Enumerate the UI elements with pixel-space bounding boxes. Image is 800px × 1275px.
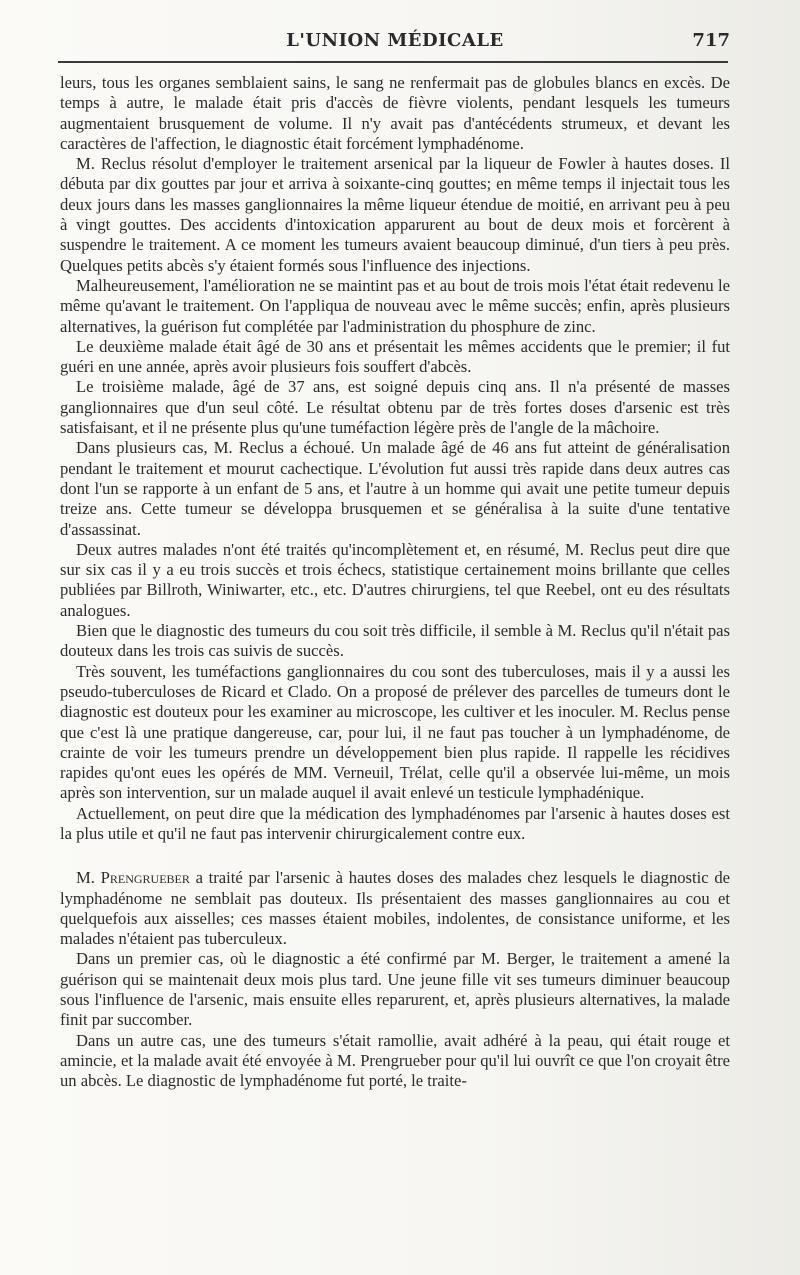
paragraph: Dans plusieurs cas, M. Reclus a échoué. Un malade âgé de 46 ans fut atteint de généralisation pendant le traitement et mourut cachectique. L'évolution fut aussi très rapide dans deux autres cas dont l'un se rapporte à un enfant de 5 ans, et l'autre à un homme qui avait une petite tumeur depuis treize ans. Cette tumeur se développa brusquemen et se généralisa à la suite d'une tentative d'assassinat. (60, 438, 730, 539)
paragraph: Dans un premier cas, où le diagnostic a été confirmé par M. Berger, le traitement a amené la guérison qui se maintenait deux mois plus tard. Une jeune fille vit ses tumeurs diminuer beaucoup sous l'influence de l'arsenic, mais ensuite elles reparurent, et, après plusieurs alternatives, la malade finit par succomber. (60, 949, 730, 1030)
paragraph: Le deuxième malade était âgé de 30 ans et présentait les mêmes accidents que le premier; il fut guéri en une année, après avoir plusieurs fois souffert d'abcès. (60, 336, 730, 377)
running-header (60, 18, 730, 58)
header-rule (58, 61, 728, 63)
paragraph-text: a traité par l'arsenic à hautes doses des malades chez lesquels le diagnostic de lymphadénome ne semblait pas douteux. Ils présentaient des masses ganglionnaires au cou et quelquefois aux aisselles; ces masses étaient mobiles, indolentes, de consistance uniforme, et les malades n'étaient pas tuberculeux. (60, 868, 730, 949)
paragraph: leurs, tous les organes semblaient sains, le sang ne renfermait pas de globules blancs en excès. De temps à autre, le malade était pris d'accès de fièvre violents, pendant lesquels les tumeurs augmentaient brusquement de volume. Il n'y avait pas d'antécédents strumeux, et devant les caractères de l'affection, le diagnostic était forcément lymphadénome. (60, 73, 730, 153)
paragraph: Deux autres malades n'ont été traités qu'incomplètement et, en résumé, M. Reclus peut dire que sur six cas il y a eu trois succès et trois échecs, statistique certainement moins brillante que celles publiées par Billroth, Winiwarter, etc., etc. D'autres chirurgiens, tel que Reebel, ont eu des résultats analogues. (60, 539, 730, 620)
page-number: 717 (692, 30, 730, 51)
paragraph: Dans un autre cas, une des tumeurs s'était ramollie, avait adhéré à la peau, qui était rouge et amincie, et la malade avait été envoyée à M. Prengrueber pour qu'il lui ouvrît ce que l'on croyait être un abcès. Le diagnostic de lymphadénome fut porté, le traite- (60, 1030, 730, 1091)
journal-title: L'UNION MÉDICALE (286, 30, 504, 51)
paragraph: Très souvent, les tuméfactions ganglionnaires du cou sont des tuberculoses, mais il y a aussi les pseudo-tuberculoses de Ricard et Clado. On a proposé de prélever des parcelles de tumeurs dont le diagnostic est douteux pour les examiner au microscope, les cultiver et les inoculer. M. Reclus pense que c'est là une pratique dangereuse, car, pour lui, il ne faut pas toucher à un lymphadénome, de crainte de voir les tumeurs prendre un développement bien plus rapide. Il rappelle les récidives rapides qu'ont eues les opérés de MM. Verneuil, Trélat, celle qu'il a observée lui-même, un mois après son intervention, sur un malade auquel il avait enlevé un testicule lymphadénique. (60, 661, 730, 803)
paragraph-prefix: M. (76, 868, 101, 888)
paragraph: Malheureusement, l'amélioration ne se maintint pas et au bout de trois mois l'état était redevenu le même qu'avant le traitement. On l'appliqua de nouveau avec le même succès; enfin, après plusieurs alternatives, la guérison fut complétée par l'administration du phosphure de zinc. (60, 275, 730, 336)
paragraph-prengrueber (60, 868, 730, 949)
paragraph: Bien que le diagnostic des tumeurs du cou soit très difficile, il semble à M. Reclus qu'il n'était pas douteux dans les trois cas suivis de succès. (60, 621, 730, 661)
article-body (60, 73, 730, 1092)
paragraph: M. Reclus résolut d'employer le traitement arsenical par la liqueur de Fowler à hautes doses. Il débuta par dix gouttes par jour et arriva à soixante-cinq gouttes; en même temps il injectait tous les deux jours dans les masses ganglionnaires la même liqueur étendue de moitié, en arrivant peu à peu à vingt gouttes. Des accidents d'intoxication apparurent au bout de deux mois et forcèrent à suspendre le traitement. A ce moment les tumeurs avaient beaucoup diminué, d'un tiers à peu près. Quelques petits abcès s'y étaient formés sous l'influence des injections. (60, 154, 730, 275)
paragraph: Actuellement, on peut dire que la médication des lymphadénomes par l'arsenic à hautes doses est la plus utile et qu'il ne faut pas intervenir chirurgicalement contre eux. (60, 803, 730, 843)
author-name: Prengrueber (100, 868, 190, 888)
paragraph: Le troisième malade, âgé de 37 ans, est soigné depuis cinq ans. Il n'a présenté de masses ganglionnaires que d'un seul côté. Le résultat obtenu par de très fortes doses d'arsenic est très satisfaisant, et il ne présente plus qu'une tuméfaction légère près de l'angle de la mâchoire. (60, 377, 730, 438)
